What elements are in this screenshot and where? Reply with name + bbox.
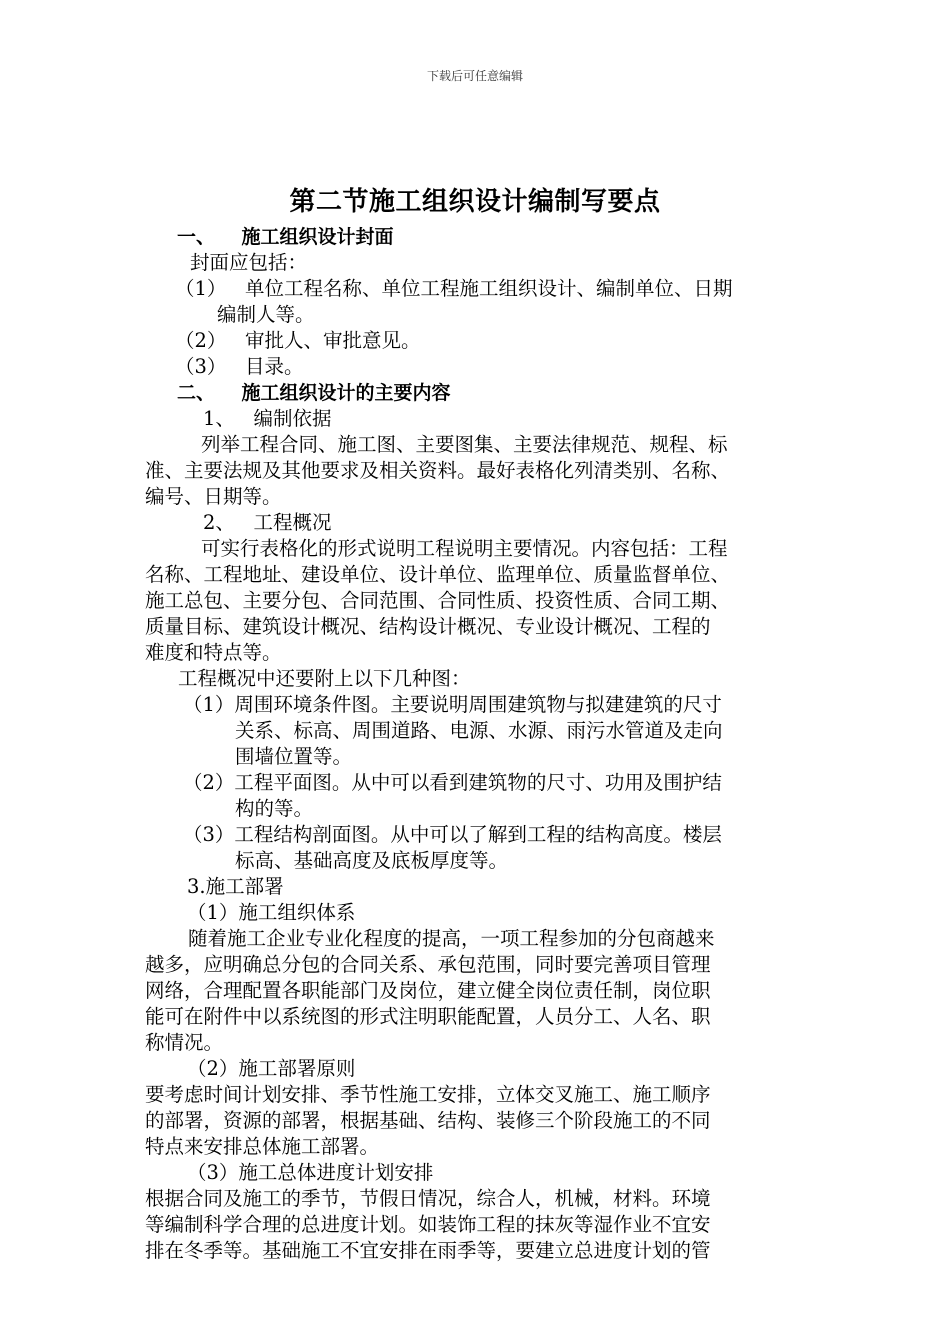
text-line: 质量目标、建筑设计概况、结构设计概况、专业设计概况、工程的 (145, 615, 711, 638)
text-line: （1）周围环境条件图。主要说明周围建筑物与拟建建筑的尺寸 (183, 693, 722, 716)
text-line: 封面应包括： (190, 251, 308, 274)
text-line: 根据合同及施工的季节，节假日情况，综合人，机械，材料。环境 (145, 1187, 711, 1210)
text-line: 3.施工部署 (187, 875, 284, 898)
text-line: （3） 目录。 (175, 355, 304, 378)
text-line: （2）工程平面图。从中可以看到建筑物的尺寸、功用及围护结 (183, 771, 722, 794)
text-line: 排在冬季等。基础施工不宜安排在雨季等，要建立总进度计划的管 (145, 1239, 711, 1262)
text-line: 列举工程合同、施工图、主要图集、主要法律规范、规程、标 (201, 433, 728, 456)
text-line: （3）施工总体进度计划安排 (187, 1161, 434, 1184)
text-line: 关系、标高、周围道路、电源、水源、雨污水管道及走向 (235, 719, 723, 742)
section-heading: 一、 施工组织设计封面 (177, 226, 394, 248)
text-line: 等编制科学合理的总进度计划。如装饰工程的抹灰等湿作业不宜安 (145, 1213, 711, 1236)
text-line: （3）工程结构剖面图。从中可以了解到工程的结构高度。楼层 (183, 823, 722, 846)
text-line: 2、 工程概况 (203, 511, 332, 534)
text-line: 特点来安排总体施工部署。 (145, 1135, 380, 1158)
text-line: 能可在附件中以系统图的形式注明职能配置，人员分工、人名、职 (145, 1005, 711, 1028)
text-line: 网络，合理配置各职能部门及岗位，建立健全岗位责任制，岗位职 (145, 979, 711, 1002)
text-line: 随着施工企业专业化程度的提高，一项工程参加的分包商越来 (188, 927, 715, 950)
text-line: 围墙位置等。 (235, 745, 353, 768)
text-line: 编制人等。 (217, 303, 315, 326)
text-line: （2） 审批人、审批意见。 (175, 329, 421, 352)
text-line: （1） 单位工程名称、单位工程施工组织设计、编制单位、日期 (175, 277, 733, 300)
text-line: 标高、基础高度及底板厚度等。 (235, 849, 509, 872)
text-line: 越多，应明确总分包的合同关系、承包范围，同时要完善项目管理 (145, 953, 711, 976)
document-title: 第二节施工组织设计编制写要点 (289, 187, 661, 217)
text-line: 称情况。 (145, 1031, 224, 1054)
text-line: （1）施工组织体系 (187, 901, 356, 924)
text-line: 工程概况中还要附上以下几种图： (178, 667, 471, 690)
text-line: 名称、工程地址、建设单位、设计单位、监理单位、质量监督单位、 (145, 563, 731, 586)
section-heading: 二、 施工组织设计的主要内容 (177, 382, 451, 404)
text-line: 构的等。 (235, 797, 314, 820)
page-header: 下载后可任意编辑 (426, 69, 523, 83)
text-line: 可实行表格化的形式说明工程说明主要情况。内容包括：工程 (201, 537, 728, 560)
text-line: 施工总包、主要分包、合同范围、合同性质、投资性质、合同工期、 (145, 589, 731, 612)
text-line: 的部署，资源的部署，根据基础、结构、装修三个阶段施工的不同 (145, 1109, 711, 1132)
text-line: （2）施工部署原则 (187, 1057, 356, 1080)
text-line: 1、 编制依据 (203, 407, 332, 430)
text-line: 编号、日期等。 (145, 485, 282, 508)
document-body (145, 224, 807, 1264)
text-line: 准、主要法规及其他要求及相关资料。最好表格化列清类别、名称、 (145, 459, 731, 482)
text-line: 难度和特点等。 (145, 641, 282, 664)
text-line: 要考虑时间计划安排、季节性施工安排，立体交叉施工、施工顺序 (145, 1083, 711, 1106)
